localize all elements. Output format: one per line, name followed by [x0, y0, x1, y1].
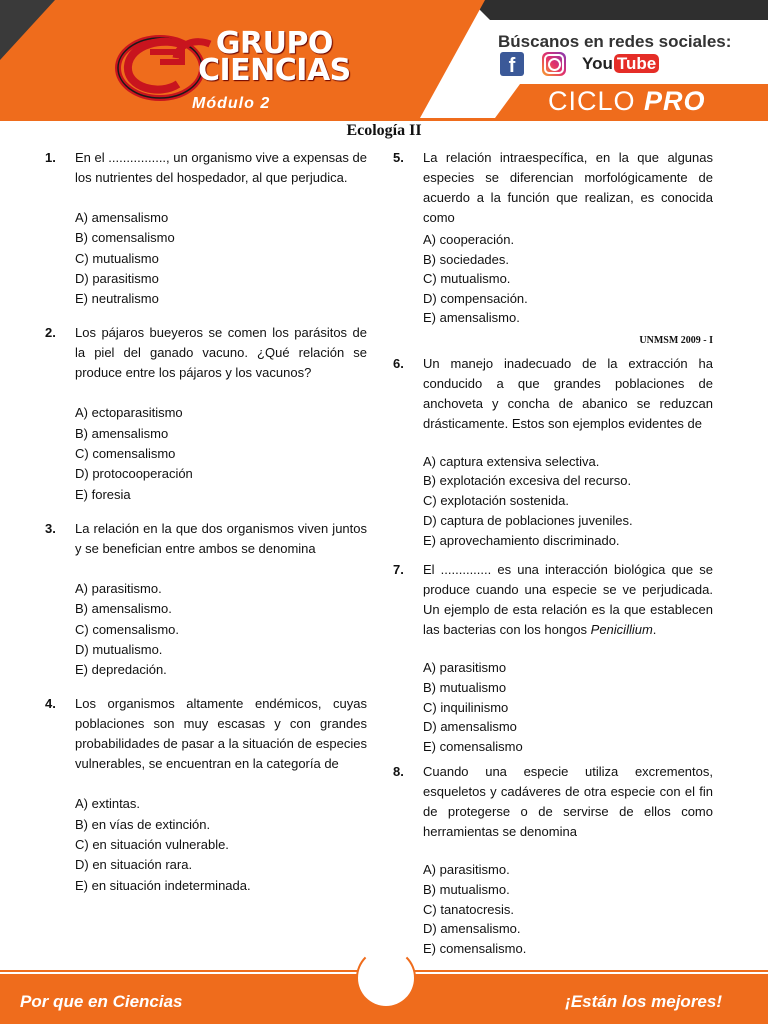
question-number: 7.: [393, 562, 404, 578]
question-7: [393, 560, 713, 756]
question-text: [423, 560, 713, 640]
option-e: E) depredación.: [75, 662, 167, 678]
option-e: E) comensalismo.: [423, 940, 527, 956]
page-title: Ecología II: [346, 122, 422, 139]
options-list: [423, 860, 713, 958]
question-number: 4.: [45, 696, 56, 712]
option-d: D) parasitismo: [75, 270, 159, 286]
pro-text: PRO: [644, 86, 706, 116]
option-d: D) captura de poblaciones juveniles.: [423, 512, 633, 528]
logo-line-2: CIENCIAS: [198, 53, 351, 88]
options-list: [75, 208, 367, 309]
question-6: [393, 354, 713, 551]
question-1: [45, 148, 367, 309]
options-list: [75, 403, 367, 504]
option-b: B) en vías de extinción.: [75, 816, 211, 832]
option-b: B) explotación excesiva del recurso.: [423, 473, 632, 489]
right-column: [393, 148, 713, 958]
option-a: A) cooperación.: [423, 232, 515, 247]
option-a: A) amensalismo: [75, 210, 169, 225]
options-list: [423, 230, 713, 328]
option-b: B) mutualismo: [423, 680, 507, 696]
youtube-tube: Tube: [614, 54, 659, 73]
question-8: [393, 762, 713, 958]
question-text: Los organismos altamente endémicos, cuyas poblaciones son muy escasas y con grandes probabilidades de pasar a la situación de especies vulnerables, se encuentran en la categoría de: [75, 696, 367, 772]
option-e: E) comensalismo: [423, 738, 523, 754]
question-4: [45, 694, 367, 895]
question-number: 1.: [45, 150, 56, 165]
options-list: [75, 794, 367, 895]
question-number: 3.: [45, 520, 56, 536]
option-c: C) comensalismo: [75, 446, 176, 462]
question-text: Los pájaros bueyeros se comen los parásitos de la piel del ganado vacuno. ¿Qué relación se produce entre los pájaros y los vacunos?: [75, 325, 367, 381]
option-d: D) mutualismo.: [75, 641, 163, 657]
option-d: D) protocooperación: [75, 466, 193, 482]
question-number: 5.: [393, 150, 404, 165]
option-c: C) mutualismo: [75, 250, 159, 266]
facebook-icon[interactable]: [500, 52, 524, 76]
question-number: 8.: [393, 764, 404, 780]
question-text-part-b: .: [652, 622, 657, 638]
option-a: A) captura extensiva selectiva.: [423, 453, 600, 469]
footer-circle: [356, 948, 416, 1008]
question-text: La relación intraespecífica, en la que algunas especies se diferencian morfológicamente de acuerdo a la función que realizan, es conocida como: [423, 150, 713, 225]
option-a: A) parasitismo.: [75, 580, 162, 596]
option-b: B) mutualismo.: [423, 882, 510, 898]
option-d: D) amensalismo.: [423, 921, 521, 937]
option-b: B) sociedades.: [423, 251, 509, 267]
youtube-you: You: [582, 54, 613, 73]
option-b: B) comensalismo: [75, 230, 175, 246]
option-c: C) comensalismo.: [75, 621, 180, 637]
question-5: [393, 148, 713, 348]
option-e: E) neutralismo: [75, 291, 159, 307]
question-text: La relación en la que dos organismos viven juntos y se benefician entre ambos se denomina: [75, 520, 367, 556]
module-label: Módulo 2: [192, 95, 271, 112]
option-c: C) inquilinismo: [423, 699, 509, 715]
option-c: C) mutualismo.: [423, 271, 511, 286]
page-header: [0, 0, 768, 122]
footer-slogan-left: Por que en Ciencias: [20, 992, 183, 1011]
ciclo-text: CICLO: [548, 86, 636, 116]
question-text-part-a: El .............. es una interacción biológica que se produce cuando una especie se ve perjudicada. Un ejemplo de esta relación es la que establecen las bacterias con los hongos: [423, 562, 713, 638]
instagram-icon[interactable]: [542, 52, 566, 76]
question-3: [45, 519, 367, 680]
option-c: C) explotación sostenida.: [423, 493, 569, 509]
option-e: E) amensalismo.: [423, 310, 520, 325]
option-d: D) amensalismo: [423, 719, 517, 735]
option-d: D) compensación.: [423, 290, 528, 306]
youtube-icon[interactable]: [582, 53, 659, 75]
option-d: D) en situación rara.: [75, 857, 193, 873]
ciclo-pro-label: [548, 86, 706, 117]
option-e: E) foresia: [75, 486, 131, 502]
question-number: 2.: [45, 325, 56, 341]
option-a: A) parasitismo: [423, 660, 507, 676]
question-text-italic: Penicillium: [590, 622, 653, 638]
option-e: E) aprovechamiento discriminado.: [423, 532, 620, 548]
option-e: E) en situación indeterminada.: [75, 877, 251, 893]
logo-wordmark: [198, 26, 351, 88]
options-list: [75, 579, 367, 680]
left-column: [45, 148, 367, 896]
options-list: [423, 452, 713, 551]
option-a: A) ectoparasitismo: [75, 405, 183, 421]
question-2: [45, 323, 367, 504]
question-text: En el ................, un organismo vive a expensas de los nutrientes del hospedador, al que perjudica.: [75, 150, 367, 185]
social-title: Búscanos en redes sociales:: [498, 32, 732, 51]
question-number: 6.: [393, 355, 404, 371]
option-b: B) amensalismo.: [75, 601, 172, 617]
logo-line-1: GRUPO: [215, 26, 333, 61]
option-a: A) extintas.: [75, 796, 141, 812]
option-c: C) en situación vulnerable.: [75, 837, 229, 853]
option-a: A) parasitismo.: [423, 862, 510, 878]
question-text: Cuando una especie utiliza excrementos, esqueletos y cadáveres de otra especie con el fin de protegerse o de servirse de ellos como herramientas se denomina: [423, 764, 713, 840]
footer-slogan-right: ¡Están los mejores!: [565, 992, 722, 1011]
options-list: [423, 658, 713, 756]
source-note: UNMSM 2009 - I: [639, 334, 713, 346]
option-c: C) tanatocresis.: [423, 901, 515, 917]
option-b: B) amensalismo: [75, 425, 169, 441]
facebook-glyph: f: [508, 55, 516, 77]
question-text: Un manejo inadecuado de la extracción ha conducido a que grandes poblaciones de anchoveta y concha de abanico se reduzcan drásticamente. Estos son ejemplos evidentes de: [423, 355, 713, 431]
